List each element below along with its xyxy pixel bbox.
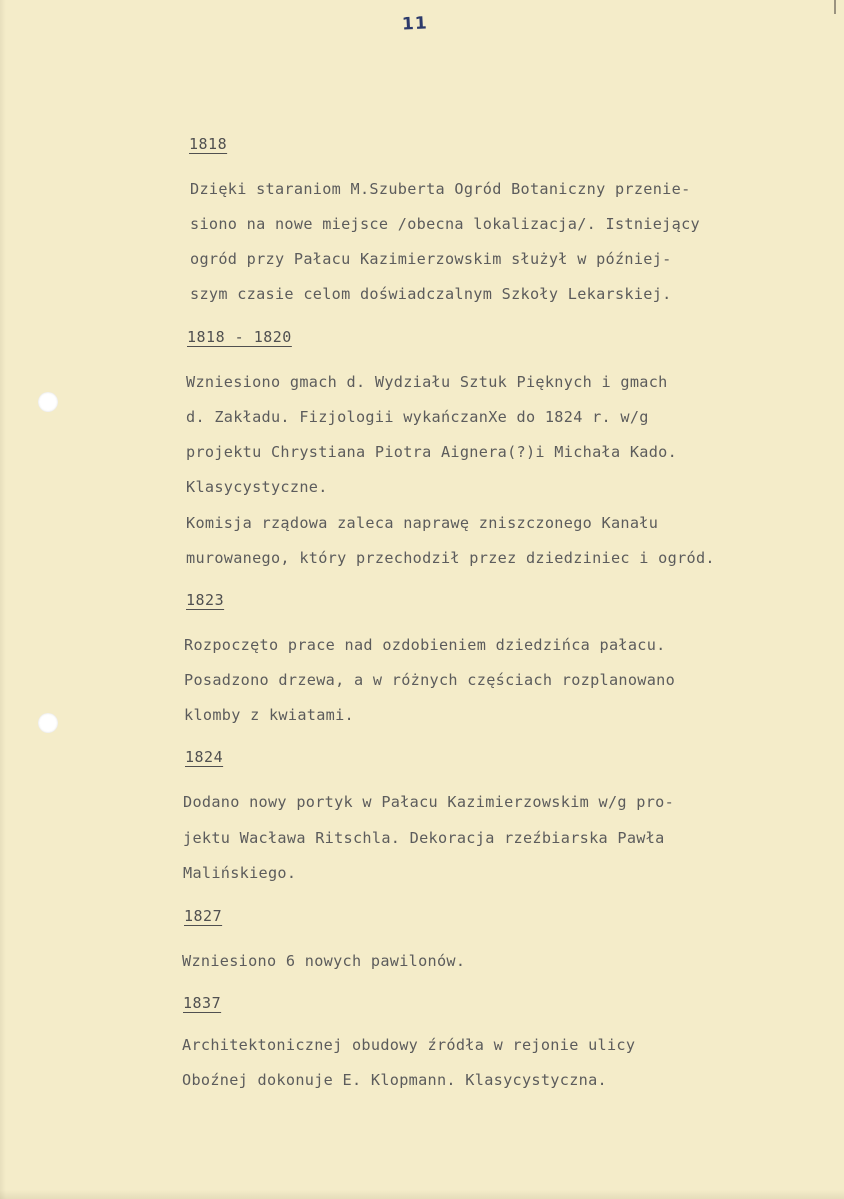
entry-year-1823: 1823 [186,591,225,609]
entry-text-line: murowanego, który przechodził przez dziedziniec i ogród. [186,549,715,567]
entry-text-line: Posadzono drzewa, a w różnych częściach rozplanowano [184,671,676,689]
entry-text-line: Komisja rządowa zaleca naprawę zniszczonego Kanału [186,514,659,532]
entry-text-line: Klasycystyczne. [186,478,328,496]
entry-text-line: klomby z kwiatami. [184,706,354,724]
entry-year-1818: 1818 [189,135,228,153]
corner-mark [834,0,836,14]
punch-hole-bottom [38,713,58,733]
entry-text-line: Dzięki staraniom M.Szuberta Ogród Botaniczny przenie- [190,180,691,198]
entry-text-line: szym czasie celom doświadczalnym Szkoły Lekarskiej. [190,285,672,303]
entry-text-line: siono na nowe miejsce /obecna lokalizacja/. Istniejący [190,215,700,233]
entry-text-line: Wzniesiono 6 nowych pawilonów. [182,952,466,970]
entry-text-line: Oboźnej dokonuje E. Klopmann. Klasycystyczna. [182,1071,607,1089]
entry-text-line: Dodano nowy portyk w Pałacu Kazimierzowskim w/g pro- [183,793,675,811]
entry-year-1837: 1837 [183,994,222,1012]
punch-hole-top [38,392,58,412]
entry-year-1827: 1827 [184,907,223,925]
entry-text-line: projektu Chrystiana Piotra Aignera(?)i Michała Kado. [186,443,678,461]
entry-text-line: Malińskiego. [183,864,297,882]
entry-text-line: ogród przy Pałacu Kazimierzowskim służył w później- [190,250,672,268]
page-number: 11 [401,13,429,35]
entry-text-line: Architektonicznej obudowy źródła w rejonie ulicy [182,1036,636,1054]
entry-text-line: d. Zakładu. Fizjologii wykańczanXe do 1824 r. w/g [186,408,649,426]
entry-year-1818-1820: 1818 - 1820 [187,328,292,346]
entry-text-line: jektu Wacława Ritschla. Dekoracja rzeźbiarska Pawła [183,829,665,847]
entry-year-1824: 1824 [185,748,224,766]
entry-text-line: Wzniesiono gmach d. Wydziału Sztuk Pięknych i gmach [186,373,668,391]
entry-text-line: Rozpoczęto prace nad ozdobieniem dziedzińca pałacu. [184,636,666,654]
